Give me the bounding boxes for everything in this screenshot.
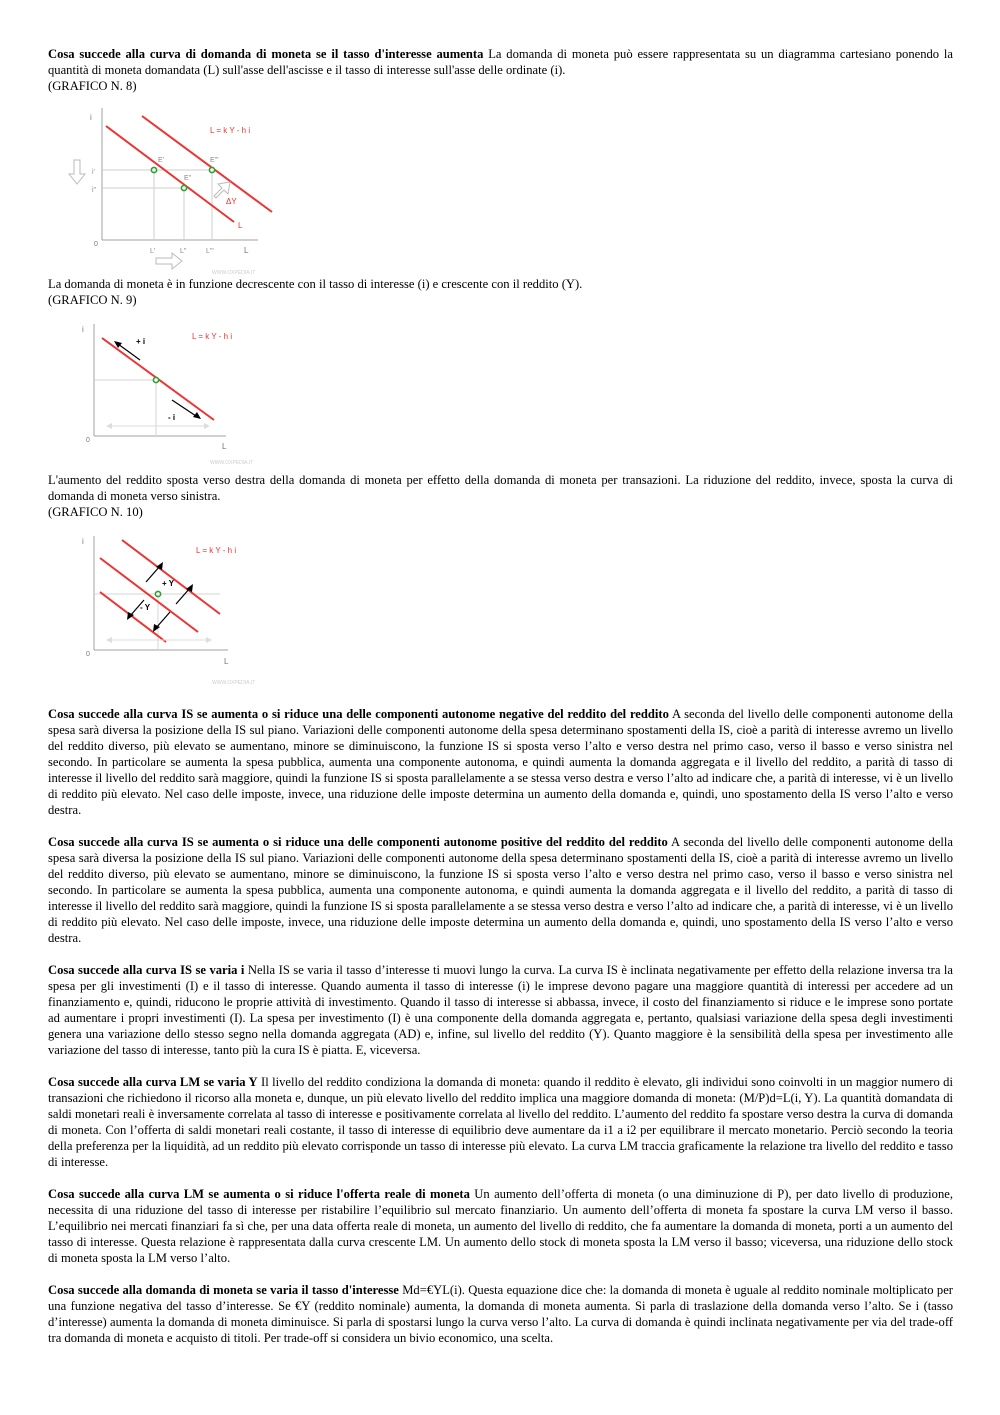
right-arrow-icon bbox=[204, 423, 210, 429]
down-arrow-icon bbox=[69, 160, 85, 184]
graph-9 bbox=[56, 312, 296, 472]
watermark: WWW.OXPEDIA.IT bbox=[212, 680, 256, 686]
body-text: Il livello del reddito condiziona la domanda di moneta: quando il reddito è elevato, gli individui sono coinvolti in un maggior numero di transazioni che richiedono il ricorso alla moneta e, dunque, un più elevato livello del reddito implica una maggiore domanda di moneta: (M/P)d=L(i, Y). La quantità domandata di saldi monetari reali è inversamente correlata al tasso di interesse e positivamente correlata al livello del reddito. L’aumento del reddito fa spostare verso destra la curva di domanda di moneta. Con l’offerta di saldi monetari reali costante, il tasso di interesse di equilibrio deve aumentare da i1 a i2 per equilibrare il mercato monetario. Perciò secondo la teoria della preferenza per la liquidità, ad un reddito più elevato corrisponde un tasso di interesse più elevato. La curva LM traccia graficamente la relazione tra livello del reddito e tasso di interesse. bbox=[48, 1075, 953, 1169]
heading: Cosa succede alla curva IS se varia i bbox=[48, 963, 245, 977]
tick-l1: L' bbox=[150, 248, 156, 255]
heading: Cosa succede alla curva IS se aumenta o si riduce una delle componenti autonome positive del reddito del reddito bbox=[48, 835, 668, 849]
caption-graph-9: (GRAFICO N. 9) bbox=[48, 293, 137, 307]
body-text: Md=€YL(i). Questa equazione dice che: la domanda di moneta è uguale al reddito nominale moltiplicato per una funzione negativa del tasso d’interesse. Se €Y (reddito nominale) aumenta, la domanda di moneta aumenta. Si parla di traslazione della domanda verso l’alto. Se i (tasso d’interesse) aumenta la domanda di moneta diminuisce. Si parla di spostarsi lungo la curva verso l’alto. La curva di domanda è quindi inclinata negativamente per via del trade-off tra domanda di moneta e acquisto di titoli. Per trade-off si considera un bivio economico, una scelta. bbox=[48, 1283, 953, 1345]
equilibrium-point bbox=[153, 377, 158, 382]
demand-curve-2 bbox=[142, 116, 272, 212]
tick-l3: L'" bbox=[206, 248, 214, 255]
watermark: WWW.OXPEDIA.IT bbox=[210, 460, 254, 466]
heading: Cosa succede alla curva IS se aumenta o si riduce una delle componenti autonome negative del reddito del reddito bbox=[48, 707, 669, 721]
paragraph-after-graph-9: L'aumento del reddito sposta verso destra della domanda di moneta per effetto della domanda di moneta per transazioni. La riduzione del reddito, invece, sposta la curva di domanda di moneta verso sinistra. bbox=[48, 473, 953, 503]
heading: Cosa succede alla curva LM se varia Y bbox=[48, 1075, 258, 1089]
arrow-up-right-line bbox=[146, 566, 160, 582]
heading: Cosa succede alla curva LM se aumenta o si riduce l'offerta reale di moneta bbox=[48, 1187, 470, 1201]
diagonal-arrow-icon bbox=[214, 182, 230, 198]
body-text: A seconda del livello delle componenti autonome della spesa sarà diversa la posizione della IS sul piano. Variazioni delle componenti autonome della spesa determinano spostamenti della IS, cioè a parità di interesse avremo un livello del reddito diverso, più elevato se aumentano, minore se diminuiscono, la funzione IS si sposta verso l’alto e verso destra nel primo caso, verso il basso e verso sinistra nel secondo. In particolare se aumenta la spesa pubblica, aumenta una componente autonoma, e quindi aumenta la domanda aggregata e il livello del reddito, a parità di tasso di interesse il livello del reddito sarà maggiore, quindi la funzione IS si sposta parallelamente a se stessa verso destra e verso l’alto ad indicare che, a parità di interesse, vi è un livello di reddito più elevato. Nel caso delle imposte, invece, una riduzione delle imposte determina un aumento della domanda e, quindi, uno spostamento della IS verso l’alto e verso destra. bbox=[48, 707, 954, 817]
left-arrow-icon bbox=[106, 423, 112, 429]
paragraph-after-graph-8: La domanda di moneta è in funzione decrescente con il tasso di interesse (i) e crescente con il reddito (Y). bbox=[48, 277, 583, 291]
origin-label: 0 bbox=[94, 241, 98, 248]
tick-l2: L" bbox=[180, 248, 187, 255]
watermark: WWW.OXPEDIA.IT bbox=[212, 270, 256, 276]
equilibrium-point bbox=[155, 591, 160, 596]
body-text: La domanda di moneta può essere rappresentata su un diagramma cartesiano ponendo la quantità di moneta domandata (L) sull'asse dell'ascisse e il tasso di interesse sull'asse delle ordinate (i). bbox=[48, 47, 953, 77]
right-arrow-icon bbox=[206, 637, 212, 643]
point-e2-label: E" bbox=[184, 175, 192, 182]
left-arrow-icon bbox=[106, 637, 112, 643]
delta-y-label: ΔY bbox=[226, 197, 237, 206]
graph-8 bbox=[56, 98, 296, 276]
right-arrow-icon bbox=[156, 253, 182, 269]
body-text: Nella IS se varia il tasso d’interesse ti muovi lungo la curva. La curva IS è inclinata negativamente per effetto della relazione inversa tra la spesa per gli investimenti (I) e il tasso di interesse. Quando aumenta il tasso di interesse (i) le imprese devono pagare una maggiore quantità di interessi per accedere ad un finanziamento e, quindi, riducono le proprie attività di investimento. Quando il tasso di interesse si abbassa, invece, il costo del finanziamento si riduce e le imprese sono portate ad aumentare i propri investimenti (I). La spesa per investimento (I) è una componente della domanda aggregata e, pertanto, qualsiasi variazione della spesa degli investimenti genera una variazione dello stesso segno nella domanda aggregata (AD) e, infine, sul livello del reddito (Y). Quanto maggiore è la sensibilità della spesa per investimento alle variazione del tasso di interesse, tanto più la cura IS è piatta. E, viceversa. bbox=[48, 963, 954, 1057]
formula-label: L = k Y - h i bbox=[196, 546, 237, 555]
point-e1 bbox=[151, 167, 156, 172]
arrow-down-line bbox=[172, 400, 196, 416]
tick-i2: i" bbox=[92, 187, 97, 194]
minus-i-label: - i bbox=[168, 413, 176, 422]
tick-i1: i' bbox=[92, 169, 95, 176]
paragraph-lm-supply bbox=[48, 1186, 953, 1266]
document-page bbox=[48, 46, 953, 1346]
formula-label: L = k Y - h i bbox=[210, 126, 251, 135]
x-axis-label: L bbox=[244, 246, 249, 255]
y-axis-label: i bbox=[90, 113, 92, 122]
y-axis-label: i bbox=[82, 537, 84, 546]
formula-label: L = k Y - h i bbox=[192, 332, 233, 341]
minus-y-label: - Y bbox=[140, 603, 151, 612]
point-e3-label: E'" bbox=[210, 157, 219, 164]
caption-graph-8: (GRAFICO N. 8) bbox=[48, 79, 137, 93]
paragraph-is-negative bbox=[48, 706, 953, 818]
point-e3 bbox=[209, 167, 214, 172]
paragraph-md-varies-i bbox=[48, 1282, 953, 1346]
x-axis-label: L bbox=[222, 442, 227, 451]
body-text: A seconda del livello delle componenti autonome della spesa sarà diversa la posizione della IS sul piano. Variazioni delle componenti autonome della spesa determinano spostamenti della IS, cioè a parità di interesse avremo un livello del reddito diverso, più elevato se aumentano, minore se diminuiscono, la funzione IS si sposta verso l’alto e verso destra nel primo caso, verso il basso e verso sinistra nel secondo. In particolare se aumenta la spesa pubblica, aumenta una componente autonoma, e quindi aumenta la domanda aggregata e il livello del reddito, a parità di tasso di interesse il livello del reddito sarà maggiore, quindi la funzione IS si sposta parallelamente a se stessa verso destra e verso l’alto ad indicare che, a parità di interesse, vi è un livello di reddito più elevato. Nel caso delle imposte, invece, una riduzione delle imposte determina un aumento della domanda e, quindi, uno spostamento della IS verso l’alto e verso destra. bbox=[48, 835, 953, 945]
x-axis-label: L bbox=[224, 657, 229, 666]
paragraph-is-positive bbox=[48, 834, 953, 946]
paragraph-money-demand-rate bbox=[48, 46, 953, 78]
point-e2 bbox=[181, 185, 186, 190]
heading: Cosa succede alla curva di domanda di moneta se il tasso d'interesse aumenta bbox=[48, 47, 484, 61]
heading: Cosa succede alla domanda di moneta se varia il tasso d'interesse bbox=[48, 1283, 399, 1297]
caption-graph-10: (GRAFICO N. 10) bbox=[48, 505, 143, 519]
graph-10 bbox=[56, 524, 296, 692]
paragraph-lm-varies-y bbox=[48, 1074, 953, 1170]
origin-label: 0 bbox=[86, 437, 90, 444]
y-axis-label: i bbox=[82, 325, 84, 334]
point-e1-label: E' bbox=[158, 157, 165, 164]
arrow-up-right-line-2 bbox=[176, 588, 190, 604]
origin-label: 0 bbox=[86, 651, 90, 658]
plus-y-label: + Y bbox=[162, 579, 175, 588]
demand-curve-1 bbox=[106, 126, 234, 222]
body-text: Un aumento dell’offerta di moneta (o una diminuzione di P), per dato livello di produzione, necessita di una riduzione del tasso di interesse per ristabilire l’equilibrio sul mercato finanziario. Un aumento dell’offerta di moneta fa spostare la curva LM verso il basso. L’equilibrio nei mercati finanziari fa sì che, per una data offerta reale di moneta, un aumento del livello di reddito, che fa aumentare la domanda di moneta, porti a un aumento del tasso di interesse. Questa relazione è rappresentata dalla curva crescente LM. Un aumento dello stock di moneta sposta la LM verso il basso; viceversa, una riduzione dello stock di moneta sposta la LM verso l’alto. bbox=[48, 1187, 953, 1265]
plus-i-label: + i bbox=[136, 337, 146, 346]
paragraph-is-varies-i bbox=[48, 962, 953, 1058]
curve-label: L bbox=[238, 221, 243, 230]
